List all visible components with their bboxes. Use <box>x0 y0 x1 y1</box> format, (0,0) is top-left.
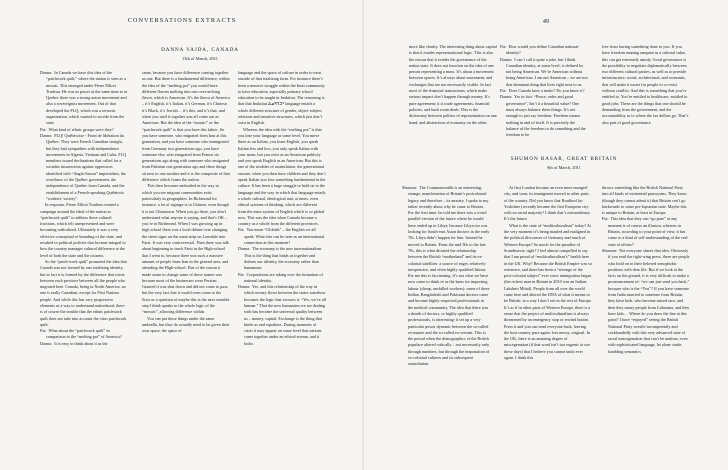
paragraph-text: same, because you have difference coming together as one. But there is a fundamental difference, within the idea of the “melting pot” you would have different flavors melting into one over-arching flavor, which is American. It’s the flavor of America – it’s English, it’s Italian, it’s German, it’s Chinese, it’s Black, it’s Jewish… it’s this, and it’s that, and when you stuff it together you all come out as American. But the idea of the “mosaic” or the “patchwork quilt” is that you have this fabric. So you have someone, who migrated from Iran at this generation, and you have someone who immigrated from Germany two generations ago, you have someone else, who emigrated from France six generations ago along with someone who emigrated from Pakistan one generation ago and these things sit next to one another and it is the composite of that difference which forms the nation. <box>142 70 230 183</box>
paragraph-text: Does Canada have a motto? Do you know it? <box>508 88 585 94</box>
dialogue-paragraph <box>500 94 588 138</box>
speaker-label: Fia: <box>500 88 509 94</box>
dialogue-paragraph <box>40 70 128 127</box>
paragraph-text: language and the space of culture in order to exist outside of that totalizing form. For instance there’s been a massive struggle within the Inuit community to have education, especially primary school education to be taught in Inuktitut. The reasoning is that that Inuktitut ᐃᓄᒃᑎᑐᑦ language entails a whole different structure of gender, object-subject relations and narrative structures, which just don’t exist in English. <box>238 70 325 126</box>
paragraph-text: You mean “Globish” – the English we all speak. What else can be seen as an international connection at this moment? <box>244 227 325 246</box>
speaker-label: Fia: <box>500 44 509 49</box>
paragraph-text: The Commonwealth is an interesting, strange, manifestation of Britain’s postcolonial legacy and therefore – its anxiety. I spoke to my father recently about why he came to Britain. For the first time, he told me there was a weird parallel version of the future where he would have ended up in Libya, because Libya too was looking for South-east Asian doctors in the early 70s. Libya didn’t happen for him. Instead he moved to Britain. From the mid 50s to the late 70s, this is what dictated the relationship between the British “motherland” and its ex-colonial satellites: a source of eager, relatively inexpensive, and often highly qualified labour. For me this is fascinating. It’s not what we have now come to think of as the basis for importing labour (cheap, unskilled workers): some of these Indian, Bangladeshi and Pakistani doctors came and became highly respected professionals in the medical community. The idea that there was a dearth of doctors, or highly qualified professionals, is interesting: it set up a very particular power dynamic between the so-called ex-master and the so-called ex-servant. This is the period when the demographics of the British populace altered critically – not necessarily only through numbers, but through the importation of ex-colonial cultures and its subsequent assimilation. <box>408 185 490 367</box>
body-paragraph <box>602 185 690 216</box>
dialogue-paragraph <box>40 341 128 347</box>
speaker-label: Danna: <box>40 132 55 138</box>
dialogue-paragraph <box>238 272 326 285</box>
paragraph-text: The economy is the new internationalism. This is the thing that binds us together and defines our identity, the economy rather than humanism. <box>244 246 323 271</box>
text-column-4 <box>409 44 497 126</box>
section-title-canada: DANNA VAJDA, CANADA <box>161 47 239 53</box>
paragraph-text: Whereas the idea with the “melting pot” is that you lose your language at some level. You move there as an Italian, you learn English, you speak Italian less and less, you only speak Italian with your mom, but you exist as an American publicly and you speak English as an American. But this is one of the troubles of assimilation, the generational erasure, when you then have children and they don’t speak Italian you lose something fundamental in the culture. It has been a huge struggle to hold on to the language and the way in which that language entails a whole cultural, ideological and, at times, even ethical systems of thinking, which are different from the mass system of English which is so global now. This was the idea when Canada became a country as a whole from the different provinces. <box>238 126 326 227</box>
body-paragraph <box>602 44 690 126</box>
paragraph-text: So the “patch-work quilt” promoted the idea that Canada was not formed by one totalizing identity, but in fact it is formed by the difference that exists between each province between all the people who migrated here. Canada, being in North America, no one is really Canadian, except for First Nations people. And while this has very progressive elements as a way to understand nationhood, there is of course the trouble that the ethnic patchwork quilt does not take into account the class patchwork quilt. <box>40 258 127 327</box>
speaker-label: Fia: <box>40 328 49 334</box>
paragraph-text: throws something like the British National Party into all kinds of existential paroxysms. They know (though they cannot admit it) that Britain can’t go backwards to some pre-lapsarian state. Maybe this is unique to Britain, at least in Europe. <box>602 185 687 216</box>
speaker-label: Shumon: <box>402 185 420 190</box>
speaker-label: Danna: <box>500 56 515 62</box>
paragraph-text: What is the state of “multiculturalism” today? At the very moment it’s being mauled and maligned in the political discourses of Germany and much of Western Europe? So much for the paradise of Scandinavia, right? I feel almost compelled to say that I am proud of “multiculturalism’s” health here in the UK. Why? Because the British Empire was so extensive, and there has been a “revenge of the post-colonial subject” ever since immigration began (the richest man in Britain in 2010 was an Indian: Lakshmi Mittal). People from all over the world came here and altered the DNA of what it means to be British, in a way I don’t see in the rest of Europe. It’s as if in other parts of Western Europe, there is a sense that the project of multiculturalism is always threatened by an emergency stop or rewind button. Press it and you can send everyone back, leaving the host country pure again: less messy, original. In the UK, there is an amazing degree of miscegenation (if that word isn’t too eugenic to use these days) that I believe you cannot undo ever again. I think this <box>504 222 592 361</box>
dialogue-paragraph <box>602 216 690 247</box>
speaker-label: Fia: <box>40 126 49 132</box>
body-paragraph <box>238 70 326 127</box>
body-paragraph <box>142 183 230 315</box>
speaker-label: Danna: <box>238 246 253 252</box>
paragraph-text: At first London became an even more mongrel city, and soon, its immigrants moved to other parts of the country. Did you know that Bradford (in Yorkshire) recently became the first European city with no racial majority? I think that’s extraordinary. It’s the future. <box>504 185 591 222</box>
paragraph-text: This idea that they can “go pure” at any moment is of course an illusion, whereas in Britain, according to your point of view, it has come to a kind of self-understanding of the real state of affairs? <box>608 216 688 247</box>
paragraph-text: more like charity. The interesting thing about capital is that it evades representational logic. This is also the reason that it evades the governance of the nation state. It does not function on the idea of one person representing a mass. It’s about a movement between spaces. It’s always about movement, and exchanges that are not necessarily visible. In fact most of the financial transactions, which make serious impact don’t happen through money. It’s pure agreement; it is trade agreements, financial policies, and back room deals. This is the dichotomy between politics of representation on one hand, and abstraction of economy on the other. <box>409 44 497 125</box>
paragraph-text: free from having something done to you. If you have freedom running rampant as a cultural value, this can get extremely unruly. Good governance is the possibility to negotiate diplomatically between two different cultural parties, as well as to provide infrastructure: social, architectural, and economic, that will make it easier for people to co-exist without conflict. And this is something that you’re entitled to. You’re entitled to healthcare, entitled to good jobs. These are the things that one should be demanding from the government, and the accountability as to where the tax dollars go. That’s also part of good governance. <box>602 44 689 125</box>
body-paragraph <box>238 127 326 228</box>
speaker-label: Fia: <box>602 216 611 222</box>
dialogue-paragraph <box>238 246 326 271</box>
body-paragraph <box>409 44 497 126</box>
running-head: CONVERSATIONS EXTRACTS <box>127 17 237 24</box>
section-title-britain: SHUMON BASAR, GREAT BRITAIN <box>510 156 618 162</box>
paragraph-text: Not everyone shares that idea. Obviously if you read the right-wing press, there are people who hold on to their beloved xenophobic positions with dear life. But if we look at the facts on the ground, it is very difficult to make a pronouncement of: “we can just send you back,” because who is the “You”? If you have someone from India married to someone from Britain, they have kids, who become mixed race, and then they marry people from Lithuania, and they have kids… Where do you draw the line at this point? I have “enjoyed” seeing the British National Party wrestle incompetently and cackhandedly with this very advanced state of racial miscegenation that can’t be undone, even with sophisticated language, let alone crude, fumbling semantics. <box>608 247 690 354</box>
paragraph-text: How would you define Canadian national identity? <box>506 44 579 56</box>
paragraph-text: What kind of ethnic groups were they? <box>48 126 114 132</box>
body-paragraph <box>142 70 230 183</box>
right-page <box>364 0 728 470</box>
text-column-5 <box>500 44 588 138</box>
speaker-label: Danna: <box>40 70 55 75</box>
paragraph-text: Yes in fact: “Peace, order and good governance”, Isn’t it a beautiful value? One must always balance these things. It’s not enough to just say freedom. Freedom means nothing in and of itself. It is precisely the balance of the freedom to do something and the freedom to be <box>506 94 586 138</box>
text-column-6 <box>602 44 690 126</box>
paragraph-text: What about the “patchwork quilt” in comparison to the “melting pot” of America? <box>46 328 122 340</box>
text-column-8 <box>504 185 592 361</box>
dialogue-paragraph <box>238 284 326 347</box>
page-number: 49 <box>542 18 550 25</box>
dialogue-paragraph <box>500 44 588 57</box>
dialogue-paragraph <box>602 248 690 355</box>
section-date-canada: 13th of March, 2011 <box>182 56 218 61</box>
section-date-britain: 9th of March, 2011 <box>547 165 581 170</box>
text-column-3 <box>238 70 326 347</box>
dialogue-paragraph <box>238 227 326 246</box>
body-paragraph <box>504 223 592 362</box>
dialogue-paragraph <box>40 328 128 341</box>
dialogue-paragraph <box>40 133 128 202</box>
paragraph-text: Yes, and this relationship of the way in which money flows between the states somehow becomes the logic that excuses it. “Yes, we’re all human.” That the new humanism we are dealing with has become the universal quality between us – money, capital. Exchange is the thing that binds us and equalizes. During moments of crisis it may appear on some level that nations come together under an ethical stream, and it looks <box>244 284 326 346</box>
speaker-label: Danna: <box>40 340 55 346</box>
body-paragraph <box>504 185 592 223</box>
speaker-label: Fia: <box>238 227 247 233</box>
speaker-label: Shumon: <box>602 247 620 253</box>
paragraph-text: It is easy to think about it as the <box>54 340 108 346</box>
paragraph-text: Corporations are taking over the formation of national identity. <box>244 271 323 283</box>
text-column-2 <box>142 70 230 334</box>
body-paragraph <box>40 202 128 259</box>
speaker-label: Danna: <box>500 94 515 100</box>
paragraph-text: In response, Pierre Elliott Trudeau created a campaign around the ideal of the nation as “patchwork quilt” to address these cultural fractions, which felt unrepresented and were becoming radicalized. Ultimately it was a very effective conceptual re-branding of the state, and resulted in political policies that became integral to how the country manages cultural difference at the level of both the state and the citizens. <box>40 202 126 258</box>
text-column-7 <box>402 185 490 368</box>
paragraph-text: FLQ! Québécoise - Front de libération du Québec. They were French Canadian straight, but they had sympathies with independence movements in Algeria, Vietnam and Cuba. FLQ members issued declarations that called for a socialist insurrection against oppressors identified with “Anglo-Saxon” imperialism, the overthrow of the Québec government, the independence of Quebec from Canada, and the establishment of a French-speaking Québécois “workers’ society”. <box>46 132 127 201</box>
paragraph-text: This then becomes embodied in the way in which you see migrant communities exist particularly in geographies. In Richmond for instance, a lot of signage is in Chinese, even though it is not Chinatown. When you go there, you don’t understand what anyone is saying, and that’s OK – you’re in Richmond. When I was growing up in high school there was a local debate over changing the street signs on the main strip on Lonsdale into Farsi. It was very controversial. Then there was talk about beginning to teach Farsi in the High-school that I went to, because there was such a massive amount of people from Iran in the general area, and attending the High-school. Part of the reason it made sense to change some of those names was because most of the businesses were Persian. Granted it was shut down and did not come to pass, but the very fact that it would even come to the floor as a question of maybe this is the next sensible step I think speaks to the whole logic of the “mosaic”, allowing difference within. <box>142 183 230 315</box>
speaker-label: Fia: <box>238 271 247 277</box>
text-column-9 <box>602 185 690 355</box>
paragraph-text: You can put these things under the same umbrella, but they do actually need to be given their own space, the space of <box>142 315 230 334</box>
paragraph-text: I can’t call it quite a joke, but I think Canadian identity, at some level, is defined by not being American. We’re American without being American. I am not American – we are not that dominant thing that lives right next to us. <box>506 56 588 87</box>
paragraph-text: In Canada we have this idea of the “patchwork quilt,” where the nation is seen as a mosaic. This emerged under Pierre Elliott Trudeau. He was in power at the same time as in Quebec there was a strong union movement and also a sovereignist movement. Out of that developed the FLQ, which was a terrorist organization, which wanted to secede from the state. <box>46 70 128 126</box>
body-paragraph <box>142 316 230 335</box>
body-paragraph <box>40 259 128 328</box>
dialogue-paragraph <box>402 185 490 368</box>
dialogue-paragraph <box>500 57 588 88</box>
speaker-label: Danna: <box>238 284 253 290</box>
text-column-1 <box>40 70 128 347</box>
